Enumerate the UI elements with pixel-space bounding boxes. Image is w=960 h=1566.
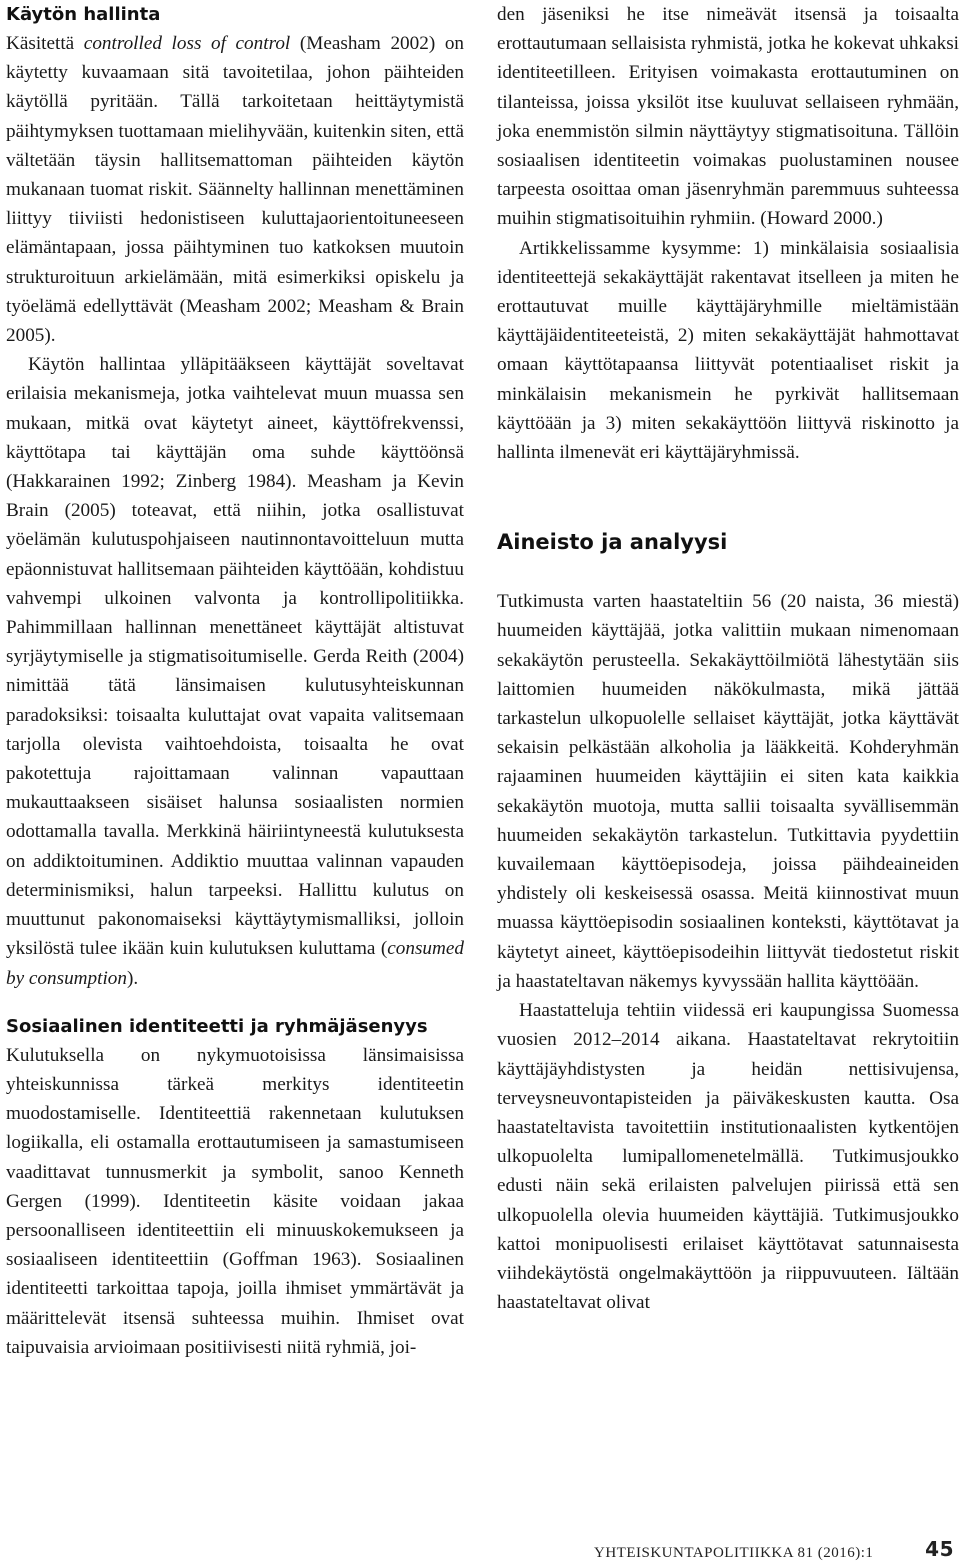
emphasis-term: controlled loss of control: [83, 33, 291, 54]
section-heading-aineisto: Aineisto ja analyysi: [497, 530, 728, 555]
subheading-kayton-hallinta: Käytön hallinta: [6, 4, 161, 25]
right-column: [497, 0, 959, 1317]
journal-name: YHTEISKUNTAPOLITIIKKA 81 (2016):1: [594, 1545, 874, 1561]
text-run: ).: [126, 967, 139, 989]
subheading-sosiaalinen-identiteetti: Sosiaalinen identiteetti ja ryhmäjäsenyys: [6, 1015, 428, 1037]
text-run: Käytön hallintaa ylläpitääkseen käyttäjät soveltavat erilaisia mekanismeja, jotka vaihtelevat muun muassa sen mukaan, mitkä ovat käytetyt aineet, käyttöfrekvenssi, käyttötapa tai käyttäjän oma suhde käyttöönsä (Hakkarainen 1992; Zinberg 1984). Measham ja Kevin Brain (2005) toteavat, että niihin, jotka osallistuvat yöelämän kulutuspohjaiseen nautinnontavoitteluun mutta epäonnistuvat hallitsemaan päihteiden käyttöään, kohdistuu vahvempi ulkoinen valvonta ja kontrollipolitiikka. Pahimmillaan hallinnan menettäneet käyttäjät altistuvat syrjäytymiselle ja stigmatisoitumiselle. Gerda Reith (2004) nimittää tätä länsimaisen kulutusyhteiskunnan paradoksiksi: toisaalta kuluttajat ovat vapaita valitsemaan tarjolla olevista vaihtoehdoista, toisaalta he ovat pakotettuja rajoittamaan valinnan vapauttaan mukauttaakseen sisäiset halunsa sosiaalisten normien odottamalla tavalla. Merkkinä häiriintyneestä kulutuksesta on addiktoituminen. Addiktio muuttaa valinnan vapauden determinismiksi, halun tarpeeksi. Hallittu kulutus on muuttunut pakonomaiseksi käyttäytymismalliksi, jolloin yksilöstä tulee ikään kuin kulutuksen kuluttama (: [6, 354, 464, 960]
paragraph: Artikkelissamme kysymme: 1) minkälaisia sosiaalisia identiteettejä sekakäyttäjät rakentavat itselleen ja miten he erottautuvat muille käyttäjäryhmille mieltämistään käyttäjäidentiteeteistä, 2) miten sekakäyttäjät hahmottavat omaan käyttötapaansa liittyvät potentiaaliset riskit ja minkälaisin mekanismein he pyrkivät hallitsemaan käyttöään ja 3) miten sekakäyttöön liittyvä riskinotto ja hallinta ilmenevät eri käyttäjäryhmissä.: [497, 237, 959, 464]
text-run: (Measham 2002) on käytetty kuvaamaan sitä tavoitetilaa, johon päihteiden käytöllä pyritään. Tällä tarkoitetaan heittäytymistä päihtymyksen tuottamaan mielihyvään, kuitenkin siten, että vältetään täysin hallitsemattoman päihteiden käytön mukanaan tuomat riskit. Säännelty hallinnan menettäminen liittyy tiiviisti hedonistiseen kuluttajaorientoituneeseen elämäntapaan, jossa päihtyminen tuo katkoksen muutoin strukturoituun arkielämään, mitä esimerkiksi opiskelu ja työelämä edellyttävät (Measham 2002; Measham & Brain 2005).: [6, 33, 465, 347]
text-run: Käsitettä: [6, 33, 84, 54]
page-footer: [594, 1537, 956, 1566]
paragraph: [6, 29, 464, 350]
paragraph: Tutkimusta varten haastateltiin 56 (20 naista, 36 miestä) huumeiden käyttäjää, jotka valittiin mukaan nimenomaan sekakäytön perusteella. Sekakäyttöilmiötä lähestytään siis laittomien huumeiden näkökulmasta, mikä jättää tarkastelun ulkopuolelle sellaiset käyttäjät, jotka käyttävät sekaisin pelkästään alkoholia ja lääkkeitä. Kohderyhmän rajaaminen huumeiden käyttäjiin ei siten kata kaikkia sekakäytön muotoja, mutta sallii toisaalta syvällisemmän huumeiden sekakäytön tarkastelun. Tutkittavia pyydettiin kuvailemaan käyttöepisodeja, joissa päihdeaineiden yhdistely oli keskeisessä osassa. Meitä kiinnostivat muun muassa käyttöepisodin sosiaalinen konteksti, käyttötavat ja käytetyt aineet, käyttöepisodeihin liittyvät tiedostetut riskit ja haastateltavan näkemys kyvyssään hallita käyttöään.: [497, 591, 959, 992]
paragraph: [6, 350, 464, 992]
left-column: [6, 0, 464, 1362]
paragraph: den jäseniksi he itse nimeävät itsensä ja toisaalta erottautumaan sellaisista ryhmistä, jotka he kokevat uhkaksi identiteetilleen. Erityisen voimakasta erottautuminen on tilanteissa, joissa yksilöt itse kuuluvat sellaiseen ryhmään, joka enemmistön silmin näyttäytyy stigmatisoituna. Tällöin sosiaalisen identiteetin voimakas puolustaminen nousee tarpeesta osoittaa oman jäsenryhmän paremmuus suhteessa muihin stigmatisoituihin ryhmiin. (Howard 2000.): [497, 4, 959, 230]
paragraph: Kulutuksella on nykymuotoisissa länsimaisissa yhteiskunnissa tärkeä merkitys identiteetin muodostamiselle. Identiteettiä rakennetaan kulutuksen logiikalla, eli ostamalla erottautumiseen ja samastumiseen vaadittavat tunnusmerkit ja symbolit, sanoo Kenneth Gergen (1999). Identiteetin käsite voidaan jakaa persoonalliseen identiteettiin eli minuuskokemukseen ja sosiaaliseen identiteettiin (Goffman 1963). Sosiaalinen identiteetti tarkoittaa tapoja, joilla ihmiset ymmärtävät ja määrittelevät itsensä suhteessa muihin. Ihmiset ovat taipuvaisia arvioimaan positiivisesti niitä ryhmiä, joi-: [6, 1044, 464, 1358]
paragraph: Haastatteluja tehtiin viidessä eri kaupungissa Suomessa vuosien 2012–2014 aikana. Haastateltavat rekrytoitiin käyttäjäyhdistysten ja heidän nettisivujensa, terveysneuvontapisteiden ja päiväkeskusten kautta. Osa haastateltavista tavoitettiin institutionaalisten kytkentöjen ulkopuolelta lumipallomenetelmällä. Tutkimusjoukko edusti näin sekä erilaisten palvelujen piirissä että sen ulkopuolella olevia huumeiden käyttäjiä. Tutkimusjoukko kattoi monipuolisesti erilaiset käyttötavat satunnaisesta viihdekäytöstä ongelmakäyttöön ja riippuvuuteen. Iältään haastateltavat olivat: [497, 1000, 959, 1314]
emphasis-term: consumed by consumption: [6, 938, 464, 989]
page-number: 45: [925, 1537, 954, 1561]
